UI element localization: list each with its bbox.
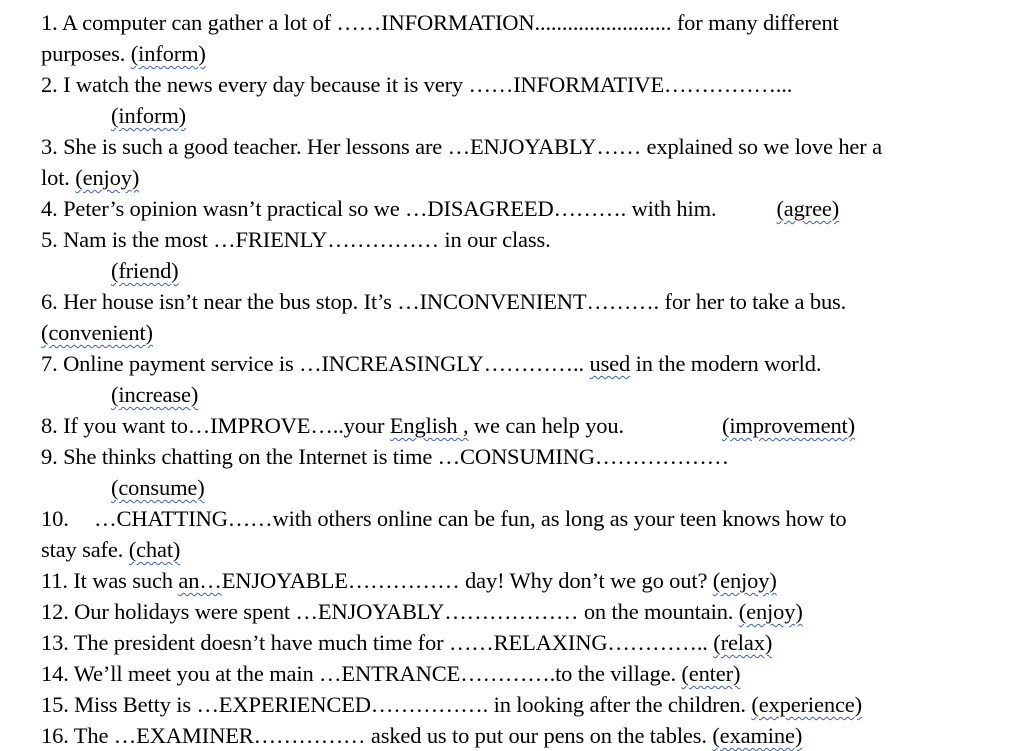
exercise-8-line-1 [41, 410, 1024, 441]
word-hint: (inform) [130, 41, 206, 66]
word-hint: (experience) [751, 692, 862, 717]
sentence-text: we can help you. [468, 413, 624, 438]
word-hint: (increase) [111, 382, 199, 407]
sentence-text: …CHATTING……with others online can be fun, as long as your teen knows how to [94, 506, 847, 531]
word-hint: (examine) [712, 723, 803, 748]
word-hint: (chat) [128, 537, 181, 562]
exercise-number: 11. [41, 568, 74, 593]
sentence-text: Online payment service is …INCREASINGLY………….. [63, 351, 590, 376]
exercise-number: 16. [41, 723, 74, 748]
word-hint: an… [178, 568, 222, 593]
exercise-9-line-2 [41, 472, 1024, 503]
exercise-1-line-1 [41, 7, 1024, 38]
exercise-number: 10. [41, 506, 75, 531]
exercise-10-line-2 [41, 534, 1024, 565]
word-hint: (enjoy) [712, 568, 777, 593]
word-hint: (enjoy) [738, 599, 803, 624]
exercise-12-line-1 [41, 596, 1024, 627]
exercise-6-line-1 [41, 286, 1024, 317]
word-hint: English , [389, 413, 469, 438]
exercise-number: 8. [41, 413, 64, 438]
exercise-number: 4. [41, 196, 64, 221]
exercise-number: 15. [41, 692, 75, 717]
sentence-text: lot. [41, 165, 76, 190]
sentence-text: I watch the news every day because it is very ……INFORMATIVE……………... [63, 72, 793, 97]
sentence-text: She thinks chatting on the Internet is time …CONSUMING……………… [63, 444, 730, 469]
exercise-number: 5. [41, 227, 64, 252]
exercise-2-line-1 [41, 69, 1024, 100]
exercise-3-line-2 [41, 162, 1024, 193]
exercise-15-line-1 [41, 689, 1024, 720]
sentence-text: It was such [73, 568, 179, 593]
sentence-text: Her house isn’t near the bus stop. It’s …INCONVENIENT………. for her to take a bus. [63, 289, 847, 314]
exercise-number: 3. [41, 134, 64, 159]
sentence-text: in the modern world. [630, 351, 822, 376]
sentence-text: The …EXAMINER…………… asked us to put our pens on the tables. [73, 723, 713, 748]
sentence-text: Miss Betty is …EXPERIENCED……………. in looking after the children. [74, 692, 752, 717]
word-hint: (inform) [111, 103, 187, 128]
exercise-7-line-1 [41, 348, 1024, 379]
sentence-text: A computer can gather a lot of ……INFORMATION......................... for many different [61, 10, 839, 35]
exercise-10-line-1 [41, 503, 1024, 534]
exercise-11-line-1 [41, 565, 1024, 596]
word-hint: (relax) [713, 630, 773, 655]
word-hint: (convenient) [41, 320, 153, 345]
sentence-text: The president doesn’t have much time for ……RELAXING………….. [73, 630, 714, 655]
word-hint: (agree) [776, 196, 840, 221]
sentence-text: Nam is the most …FRIENLY…………… in our class. [63, 227, 551, 252]
word-hint: (enjoy) [75, 165, 140, 190]
exercise-13-line-1 [41, 627, 1024, 658]
exercise-9-line-1 [41, 441, 1024, 472]
sentence-text: stay safe. [41, 537, 129, 562]
sentence-text: She is such a good teacher. Her lessons are …ENJOYABLY…… explained so we love her a [63, 134, 882, 159]
exercise-6-line-2 [41, 317, 1024, 348]
exercise-number: 2. [41, 72, 64, 97]
exercise-number: 6. [41, 289, 64, 314]
sentence-text: Our holidays were spent …ENJOYABLY……………… on the mountain. [74, 599, 739, 624]
exercise-number: 7. [41, 351, 64, 376]
word-hint: (enter) [681, 661, 741, 686]
sentence-text: If you want to…IMPROVE…..your [63, 413, 390, 438]
exercise-1-line-2 [41, 38, 1024, 69]
exercise-16-line-1 [41, 720, 1024, 751]
exercise-5-line-1 [41, 224, 1024, 255]
exercise-4-line-1 [41, 193, 1024, 224]
sentence-text: Peter’s opinion wasn’t practical so we …DISAGREED………. with him. [63, 196, 717, 221]
word-hint: (improvement) [721, 413, 855, 438]
sentence-text: ENJOYABLE…………… day! Why don’t we go out? [221, 568, 713, 593]
word-hint: (consume) [111, 475, 205, 500]
exercise-number: 14. [41, 661, 74, 686]
exercise-14-line-1 [41, 658, 1024, 689]
sentence-text: We’ll meet you at the main …ENTRANCE………….to the village. [73, 661, 682, 686]
exercise-number: 9. [41, 444, 64, 469]
exercise-number: 1. [41, 10, 62, 35]
sentence-text: purposes. [41, 41, 131, 66]
word-hint: (friend) [111, 258, 179, 283]
exercise-number: 12. [41, 599, 75, 624]
exercise-2-line-2 [41, 100, 1024, 131]
exercise-3-line-1 [41, 131, 1024, 162]
exercise-number: 13. [41, 630, 74, 655]
exercise-5-line-2 [41, 255, 1024, 286]
exercise-7-line-2 [41, 379, 1024, 410]
word-hint: used [589, 351, 631, 376]
